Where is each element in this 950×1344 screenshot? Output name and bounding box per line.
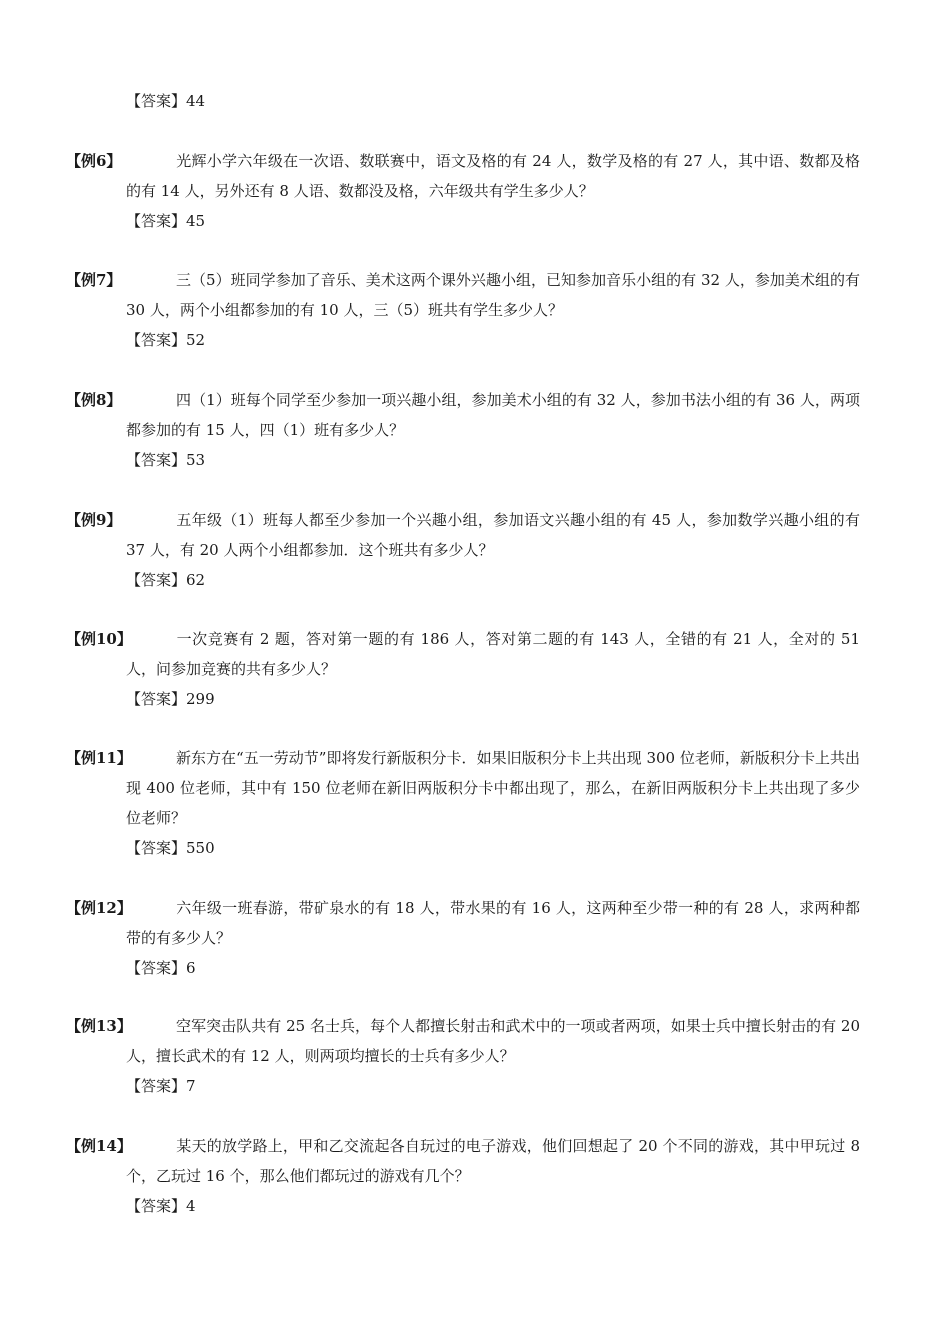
answer-line [126,684,860,714]
problem-13 [66,1011,860,1101]
problem-6 [66,146,860,236]
problem-text-block [66,505,860,565]
problem-label: 【例8】 [66,391,122,409]
answer-value: 45 [186,212,206,230]
answer-value: 550 [186,839,215,857]
answer-line [126,953,860,983]
problem-label: 【例6】 [66,152,122,170]
problem-text-block [66,265,860,325]
answer-line [126,206,860,236]
answer-line [126,565,860,595]
answer-label: 【答案】 [126,92,187,110]
answer-value: 4 [186,1197,196,1215]
problem-label: 【例12】 [66,899,132,917]
answer-label: 【答案】 [126,571,187,589]
answer-line [126,1191,860,1221]
problem-14 [66,1131,860,1221]
problem-text-block [66,146,860,206]
problem-8 [66,385,860,475]
problem-text-block [66,624,860,684]
problem-text: 六年级一班春游，带矿泉水的有 18 人，带水果的有 16 人，这两种至少带一种的有 28 人，求两种都带的有多少人？ [126,899,860,947]
problem-text: 新东方在“五一劳动节”即将发行新版积分卡．如果旧版积分卡上共出现 300 位老师，新版积分卡上共出现 400 位老师，其中有 150 位老师在新旧两版积分卡中都出现了，那么，在新旧两版积分卡上共出现了多少位老师？ [126,749,860,827]
problem-label: 【例9】 [66,511,122,529]
problem-text: 三（5）班同学参加了音乐、美术这两个课外兴趣小组，已知参加音乐小组的有 32 人，参加美术组的有 30 人，两个小组都参加的有 10 人，三（5）班共有学生多少人？ [126,271,860,319]
problem-text: 某天的放学路上，甲和乙交流起各自玩过的电子游戏，他们回想起了 20 个不同的游戏，其中甲玩过 8 个，乙玩过 16 个，那么他们都玩过的游戏有几个？ [126,1137,860,1185]
problem-text: 五年级（1）班每人都至少参加一个兴趣小组，参加语文兴趣小组的有 45 人，参加数学兴趣小组的有 37 人，有 20 人两个小组都参加．这个班共有多少人？ [126,511,860,559]
answer-label: 【答案】 [126,1197,187,1215]
problem-text-block [66,743,860,833]
problem-label: 【例14】 [66,1137,132,1155]
problem-12 [66,893,860,983]
answer-value: 299 [186,690,215,708]
answer-value: 6 [186,959,196,977]
problem-text-block [66,893,860,953]
answer-label: 【答案】 [126,839,187,857]
answer-line [126,833,860,863]
answer-label: 【答案】 [126,451,187,469]
problem-text-block [66,1011,860,1071]
problem-label: 【例10】 [66,630,132,648]
answer-label: 【答案】 [126,959,187,977]
problem-text-block [66,385,860,445]
answer-label: 【答案】 [126,1077,187,1095]
problem-7 [66,265,860,355]
problem-text: 一次竞赛有 2 题，答对第一题的有 186 人，答对第二题的有 143 人，全错的有 21 人，全对的 51 人，问参加竞赛的共有多少人？ [126,630,860,678]
answer-line [126,90,205,112]
answer-value: 53 [186,451,206,469]
answer-label: 【答案】 [126,331,187,349]
answer-value: 7 [186,1077,196,1095]
answer-value: 52 [186,331,206,349]
answer-value: 44 [186,92,206,110]
answer-line [126,325,860,355]
answer-line [126,445,860,475]
answer-label: 【答案】 [126,690,187,708]
answer-value: 62 [186,571,206,589]
problem-text-block [66,1131,860,1191]
answer-line [126,1071,860,1101]
problem-10 [66,624,860,714]
problem-label: 【例11】 [66,749,132,767]
problem-11 [66,743,860,863]
problem-text: 四（1）班每个同学至少参加一项兴趣小组，参加美术小组的有 32 人，参加书法小组的有 36 人，两项都参加的有 15 人，四（1）班有多少人？ [126,391,860,439]
problem-text: 光辉小学六年级在一次语、数联赛中，语文及格的有 24 人，数学及格的有 27 人，其中语、数都及格的有 14 人，另外还有 8 人语、数都没及格，六年级共有学生多少人？ [126,152,860,200]
problem-label: 【例13】 [66,1017,132,1035]
problem-text: 空军突击队共有 25 名士兵，每个人都擅长射击和武术中的一项或者两项，如果士兵中擅长射击的有 20 人，擅长武术的有 12 人，则两项均擅长的士兵有多少人？ [126,1017,860,1065]
answer-label: 【答案】 [126,212,187,230]
problem-9 [66,505,860,595]
problem-label: 【例7】 [66,271,122,289]
